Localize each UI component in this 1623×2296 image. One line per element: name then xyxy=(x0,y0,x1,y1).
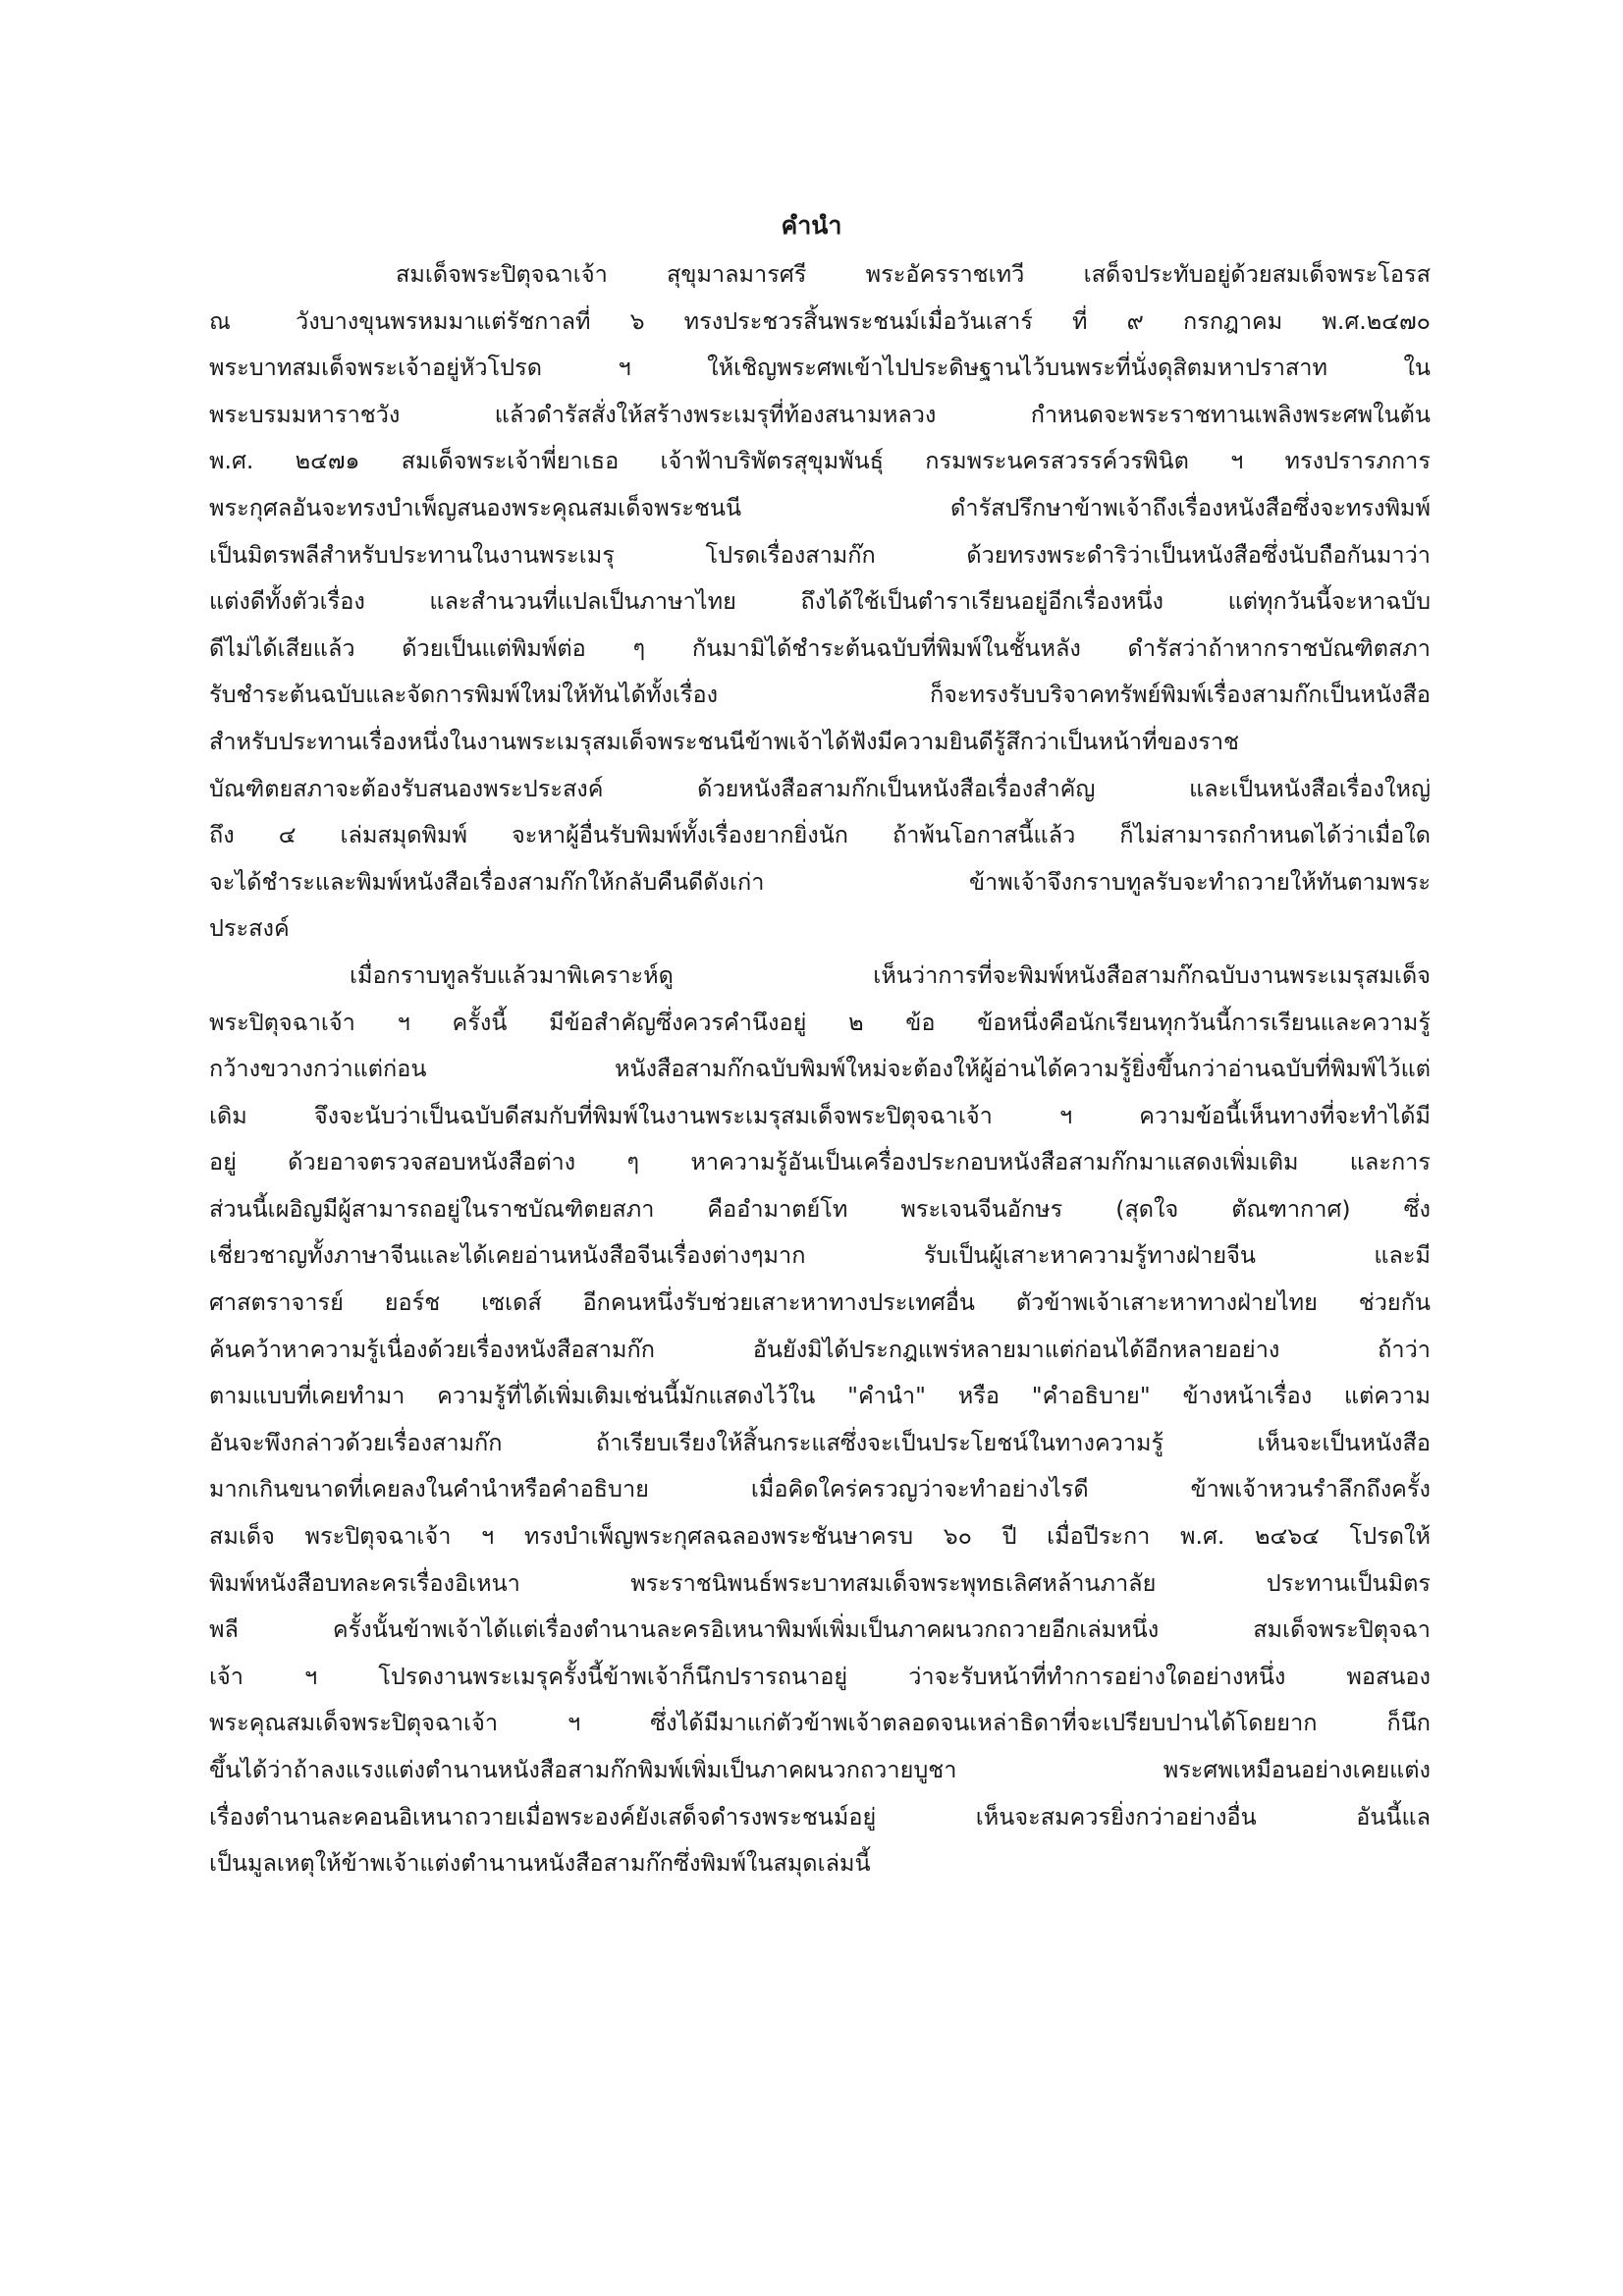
text-line: จะได้ชำระและพิมพ์หนังสือเรื่องสามก๊กให้กลับคืนดีดังเก่า ข้าพเจ้าจึงกราบทูลรับจะทำถวายให้ทันตามพระ xyxy=(209,867,1431,896)
text-line: ขึ้นได้ว่าถ้าลงแรงแต่งตำนานหนังสือสามก๊กพิมพ์เพิ่มเป็นภาคผนวกถวายบูชา พระศพเหมือนอย่างเคยแต่ง xyxy=(209,1756,1431,1783)
text-line: ศาสตราจารย์ ยอร์ช เซเดส์ อีกคนหนึ่งรับช่วยเสาะหาทางประเทศอื่น ตัวข้าพเจ้าเสาะหาทางฝ่ายไทย ช่วยกัน xyxy=(209,1288,1431,1317)
text-line: สำหรับประทานเรื่องหนึ่งในงานพระเมรุสมเด็จพระชนนีข้าพเจ้าได้ฟังมีความยินดีรู้สึกว่าเป็นหน้าที่ของราช xyxy=(209,727,1240,755)
text-fragment: วังบางขุนพรหมมาแต่รัชกาลที่ ๖ ทรงประชวรสิ้นพระชนม์เมื่อวันเสาร์ ที่ ๙ กรกฎาคม พ.ศ.๒๔๗๐ xyxy=(296,306,1431,335)
text-line: เป็นมูลเหตุให้ข้าพเจ้าแต่งตำนานหนังสือสามก๊กซึ่งพิมพ์ในสมุดเล่มนี้ xyxy=(209,1849,871,1878)
text-line: เมื่อกราบทูลรับแล้วมาพิเคราะห์ดู เห็นว่าการที่จะพิมพ์หนังสือสามก๊กฉบับงานพระเมรุสมเด็จ xyxy=(350,960,1431,989)
text-line: พิมพ์หนังสือบทละครเรื่องอิเหนา พระราชนิพนธ์พระบาทสมเด็จพระพุทธเลิศหล้านภาลัย ประทานเป็นมิตร xyxy=(209,1568,1431,1597)
text-line: พระบรมมหาราชวัง แล้วดำรัสสั่งให้สร้างพระเมรุที่ท้องสนามหลวง กำหนดจะพระราชทานเพลิงพระศพในต้น xyxy=(209,400,1431,428)
text-line: ดีไม่ได้เสียแล้ว ด้วยเป็นแต่พิมพ์ต่อ ๆ กันมามิได้ชำระต้นฉบับที่พิมพ์ในชั้นหลัง ดำรัสว่าถ้าหากราชบัณฑิตสภา xyxy=(209,633,1431,662)
text-line: บัณฑิตยสภาจะต้องรับสนองพระประสงค์ ด้วยหนังสือสามก๊กเป็นหนังสือเรื่องสำคัญ และเป็นหนังสือเรื่องใหญ่ xyxy=(209,774,1431,802)
text-line: ถึง ๔ เล่มสมุดพิมพ์ จะหาผู้อื่นรับพิมพ์ทั้งเรื่องยากยิ่งนัก ถ้าพ้นโอกาสนี้แล้ว ก็ไม่สามารถกำหนดได้ว่าเมื่อใด xyxy=(209,821,1431,849)
text-line: เดิม จึงจะนับว่าเป็นฉบับดีสมกับที่พิมพ์ในงานพระเมรุสมเด็จพระปิตุจฉาเจ้า ฯ ความข้อนี้เห็นทางที่จะทำได้มี xyxy=(209,1101,1431,1129)
document-body xyxy=(209,251,1431,1887)
text-line: พลี ครั้งนั้นข้าพเจ้าได้แต่เรื่องตำนานละครอิเหนาพิมพ์เพิ่มเป็นภาคผนวกถวายอีกเล่มหนึ่ง สมเด็จพระปิตุจฉา xyxy=(209,1615,1431,1644)
text-line: สมเด็จพระปิตุจฉาเจ้า สุขุมาลมารศรี พระอัครราชเทวี เสด็จประทับอยู่ด้วยสมเด็จพระโอรส xyxy=(396,260,1431,288)
text-line: พ.ศ. ๒๔๗๑ สมเด็จพระเจ้าพี่ยาเธอ เจ้าฟ้าบริพัตรสุขุมพันธุ์ กรมพระนครสวรรค์วรพินิต ฯ ทรงปรารภการ xyxy=(209,447,1431,475)
text-line: กว้างขวางกว่าแต่ก่อน หนังสือสามก๊กฉบับพิมพ์ใหม่จะต้องให้ผู้อ่านได้ความรู้ยิ่งขึ้นกว่าอ่านฉบับที่พิมพ์ไว้แต่ xyxy=(209,1055,1431,1083)
text-line: เจ้า ฯ โปรดงานพระเมรุครั้งนี้ข้าพเจ้าก็นึกปรารถนาอยู่ ว่าจะรับหน้าที่ทำการอย่างใดอย่างหนึ่ง พอสนอง xyxy=(209,1662,1431,1690)
text-line: เชี่ยวชาญทั้งภาษาจีนและได้เคยอ่านหนังสือจีนเรื่องต่างๆมาก รับเป็นผู้เสาะหาความรู้ทางฝ่ายจีน และมี xyxy=(209,1241,1431,1270)
text-line: พระกุศลอันจะทรงบำเพ็ญสนองพระคุณสมเด็จพระชนนี ดำรัสปรึกษาข้าพเจ้าถึงเรื่องหนังสือซึ่งจะทรงพิมพ์ xyxy=(209,493,1431,521)
text-line: อยู่ ด้วยอาจตรวจสอบหนังสือต่าง ๆ หาความรู้อันเป็นเครื่องประกอบหนังสือสามก๊กมาแสดงเพิ่มเติม และการ xyxy=(209,1148,1431,1176)
text-line xyxy=(209,299,1431,346)
text-line: ตามแบบที่เคยทำมา ความรู้ที่ได้เพิ่มเติมเช่นนี้มักแสดงไว้ใน "คำนำ" หรือ "คำอธิบาย" ข้างหน้าเรื่อง แต่ความ xyxy=(209,1382,1431,1410)
text-line: ส่วนนี้เผอิญมีผู้สามารถอยู่ในราชบัณฑิตยสภา คืออำมาตย์โท พระเจนจีนอักษร (สุดใจ ตัณฑากาศ) ซึ่ง xyxy=(209,1194,1431,1223)
text-line: แต่งดีทั้งตัวเรื่อง และสำนวนที่แปลเป็นภาษาไทย ถึงได้ใช้เป็นตำราเรียนอยู่อีกเรื่องหนึ่ง แต่ทุกวันนี้จะหาฉบับ xyxy=(209,587,1431,616)
text-line: อันจะพึงกล่าวด้วยเรื่องสามก๊ก ถ้าเรียบเรียงให้สิ้นกระแสซึ่งจะเป็นประโยชน์ในทางความรู้ เห็นจะเป็นหนังสือ xyxy=(209,1428,1431,1456)
text-line: เป็นมิตรพลีสำหรับประทานในงานพระเมรุ โปรดเรื่องสามก๊ก ด้วยทรงพระดำริว่าเป็นหนังสือซึ่งนับถือกันมาว่า xyxy=(209,540,1431,569)
text-line: ค้นคว้าหาความรู้เนื่องด้วยเรื่องหนังสือสามก๊ก อันยังมิได้ประกฎแพร่หลายมาแต่ก่อนได้อีกหลายอย่าง ถ้าว่า xyxy=(209,1335,1431,1363)
text-line: ประสงค์ xyxy=(209,914,290,943)
text-line: พระบาทสมเด็จพระเจ้าอยู่หัวโปรด ฯ ให้เชิญพระศพเข้าไปประดิษฐานไว้บนพระที่นั่งดุสิตมหาปราสาท ใน xyxy=(209,354,1431,382)
text-line: มากเกินขนาดที่เคยลงในคำนำหรือคำอธิบาย เมื่อคิดใคร่ครวญว่าจะทำอย่างไรดี ข้าพเจ้าหวนรำลึกถึงครั้ง xyxy=(209,1475,1431,1503)
document-title: คำนำ xyxy=(781,211,842,240)
text-line: พระคุณสมเด็จพระปิตุจฉาเจ้า ฯ ซึ่งได้มีมาแก่ตัวข้าพเจ้าตลอดจนเหล่าธิดาที่จะเปรียบปานได้โดยยาก ก็นึก xyxy=(209,1709,1431,1737)
text-line: รับชำระต้นฉบับและจัดการพิมพ์ใหม่ให้ทันได้ทั้งเรื่อง ก็จะทรงรับบริจาคทรัพย์พิมพ์เรื่องสามก๊กเป็นหนังสือ xyxy=(209,681,1431,709)
text-line: พระปิตุจฉาเจ้า ฯ ครั้งนี้ มีข้อสำคัญซึ่งควรคำนึงอยู่ ๒ ข้อ ข้อหนึ่งคือนักเรียนทุกวันนี้การเรียนและความรู้ xyxy=(209,1008,1431,1036)
text-fragment: ณ xyxy=(209,306,231,335)
text-line: เรื่องตำนานละคอนอิเหนาถวายเมื่อพระองค์ยังเสด็จดำรงพระชนม์อยู่ เห็นจะสมควรยิ่งกว่าอย่างอื่น อันนี้แล xyxy=(209,1802,1431,1831)
text-line: สมเด็จ พระปิตุจฉาเจ้า ฯ ทรงบำเพ็ญพระกุศลฉลองพระชันษาครบ ๖๐ ปี เมื่อปีระกา พ.ศ. ๒๔๖๔ โปรดให้ xyxy=(209,1522,1431,1551)
